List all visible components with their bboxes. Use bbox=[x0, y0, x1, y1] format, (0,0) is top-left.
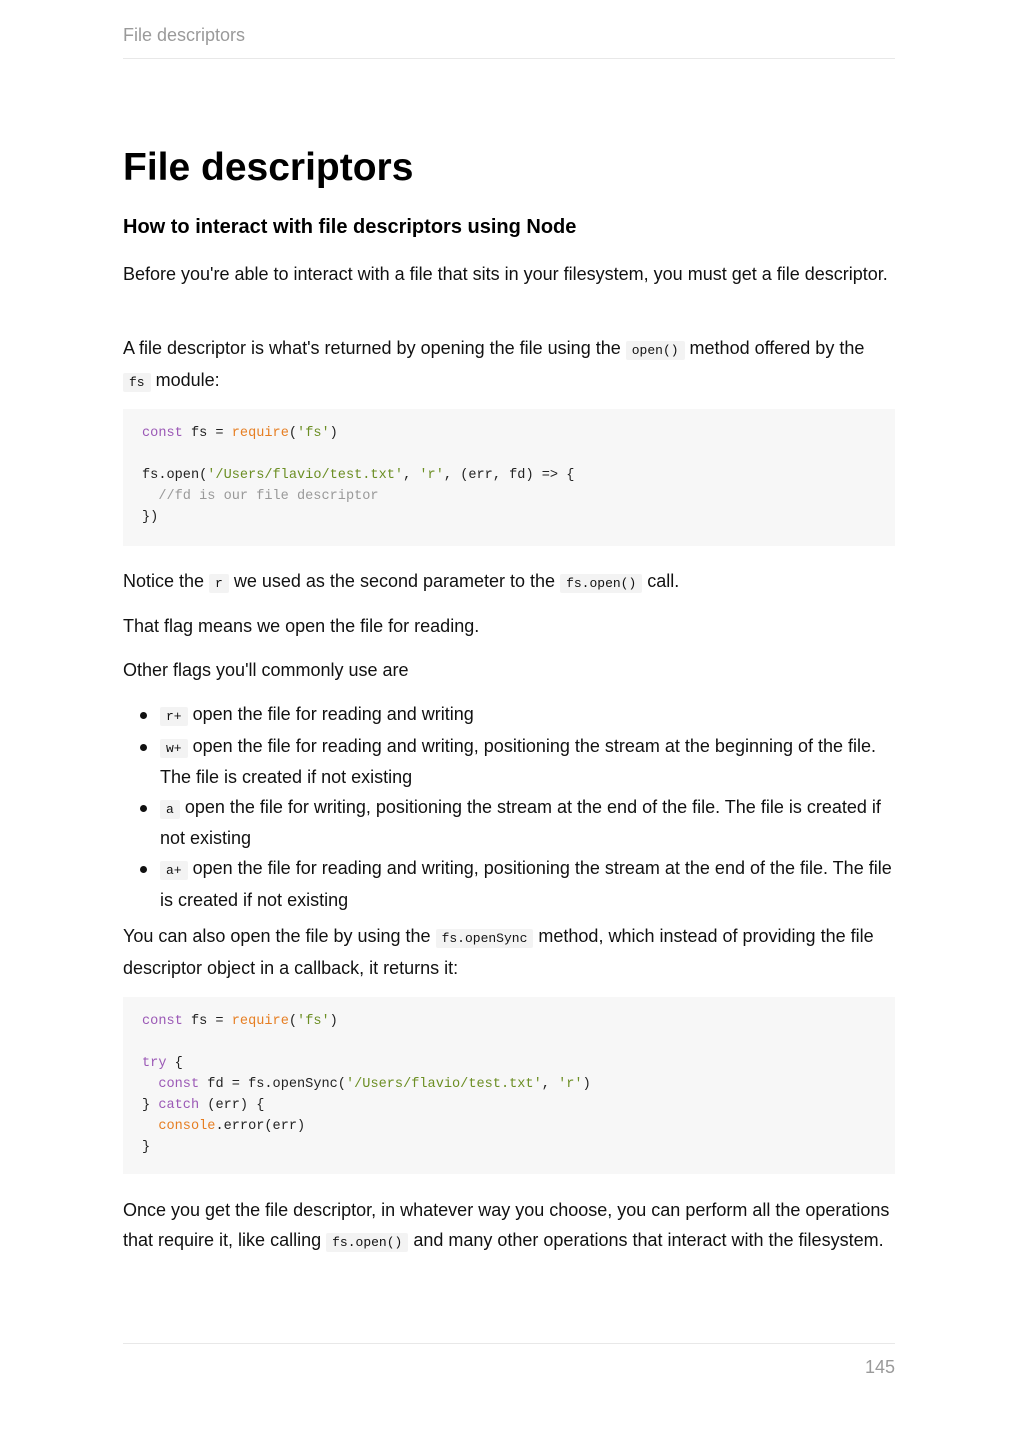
bullet-icon bbox=[140, 805, 147, 812]
page-title: File descriptors bbox=[123, 146, 414, 189]
inline-code: open() bbox=[626, 341, 685, 360]
inline-code: fs.open() bbox=[560, 574, 642, 593]
list-item: a+ open the file for reading and writing, positioning the stream at the end of the file. The file is created if not existing bbox=[123, 854, 895, 915]
paragraph-conclusion: Once you get the file descriptor, in whatever way you choose, you can perform all the operations that require it, like calling fs.open() and many other operations that interact with the filesystem. bbox=[123, 1200, 890, 1250]
page-number: 145 bbox=[864, 1357, 895, 1377]
code-block-opensync: const fs = require('fs') try { const fd = fs.openSync('/Users/flavio/test.txt', 'r') } catch (err) { console.error(err) } bbox=[123, 997, 895, 1174]
inline-code: a bbox=[160, 800, 180, 819]
paragraph-intro: Before you're able to interact with a file that sits in your filesystem, you must get a file descriptor. bbox=[123, 264, 888, 284]
code-block-open: const fs = require('fs') fs.open('/Users/flavio/test.txt', 'r', (err, fd) => { //fd is our file descriptor }) bbox=[123, 409, 895, 546]
paragraph-flag: That flag means we open the file for reading. bbox=[123, 616, 480, 636]
bullet-icon bbox=[140, 712, 147, 719]
inline-code: a+ bbox=[160, 861, 188, 880]
list-item: a open the file for writing, positioning the stream at the end of the file. The file is created if not existing bbox=[123, 793, 895, 854]
list-item: r+ open the file for reading and writing bbox=[123, 700, 895, 732]
list-item: w+ open the file for reading and writing, positioning the stream at the beginning of the file. The file is created if not existing bbox=[123, 732, 895, 793]
flags-list bbox=[123, 700, 895, 915]
inline-code: fs.open() bbox=[326, 1233, 408, 1252]
page-footer bbox=[123, 1343, 895, 1378]
page-subtitle: How to interact with file descriptors using Node bbox=[123, 216, 577, 238]
inline-code: r+ bbox=[160, 707, 188, 726]
inline-code: w+ bbox=[160, 739, 188, 758]
running-header: File descriptors bbox=[123, 22, 895, 59]
bullet-icon bbox=[140, 866, 147, 873]
inline-code: fs.openSync bbox=[436, 929, 534, 948]
paragraph-opensync: You can also open the file by using the fs.openSync method, which instead of providing the file descriptor object in a callback, it returns it: bbox=[123, 926, 874, 978]
paragraph-notice: Notice the r we used as the second parameter to the fs.open() call. bbox=[123, 571, 680, 591]
inline-code: r bbox=[209, 574, 229, 593]
bullet-icon bbox=[140, 744, 147, 751]
paragraph-descriptor: A file descriptor is what's returned by opening the file using the open() method offered by the fs module: bbox=[123, 338, 865, 390]
paragraph-other-flags: Other flags you'll commonly use are bbox=[123, 660, 409, 680]
inline-code: fs bbox=[123, 373, 151, 392]
